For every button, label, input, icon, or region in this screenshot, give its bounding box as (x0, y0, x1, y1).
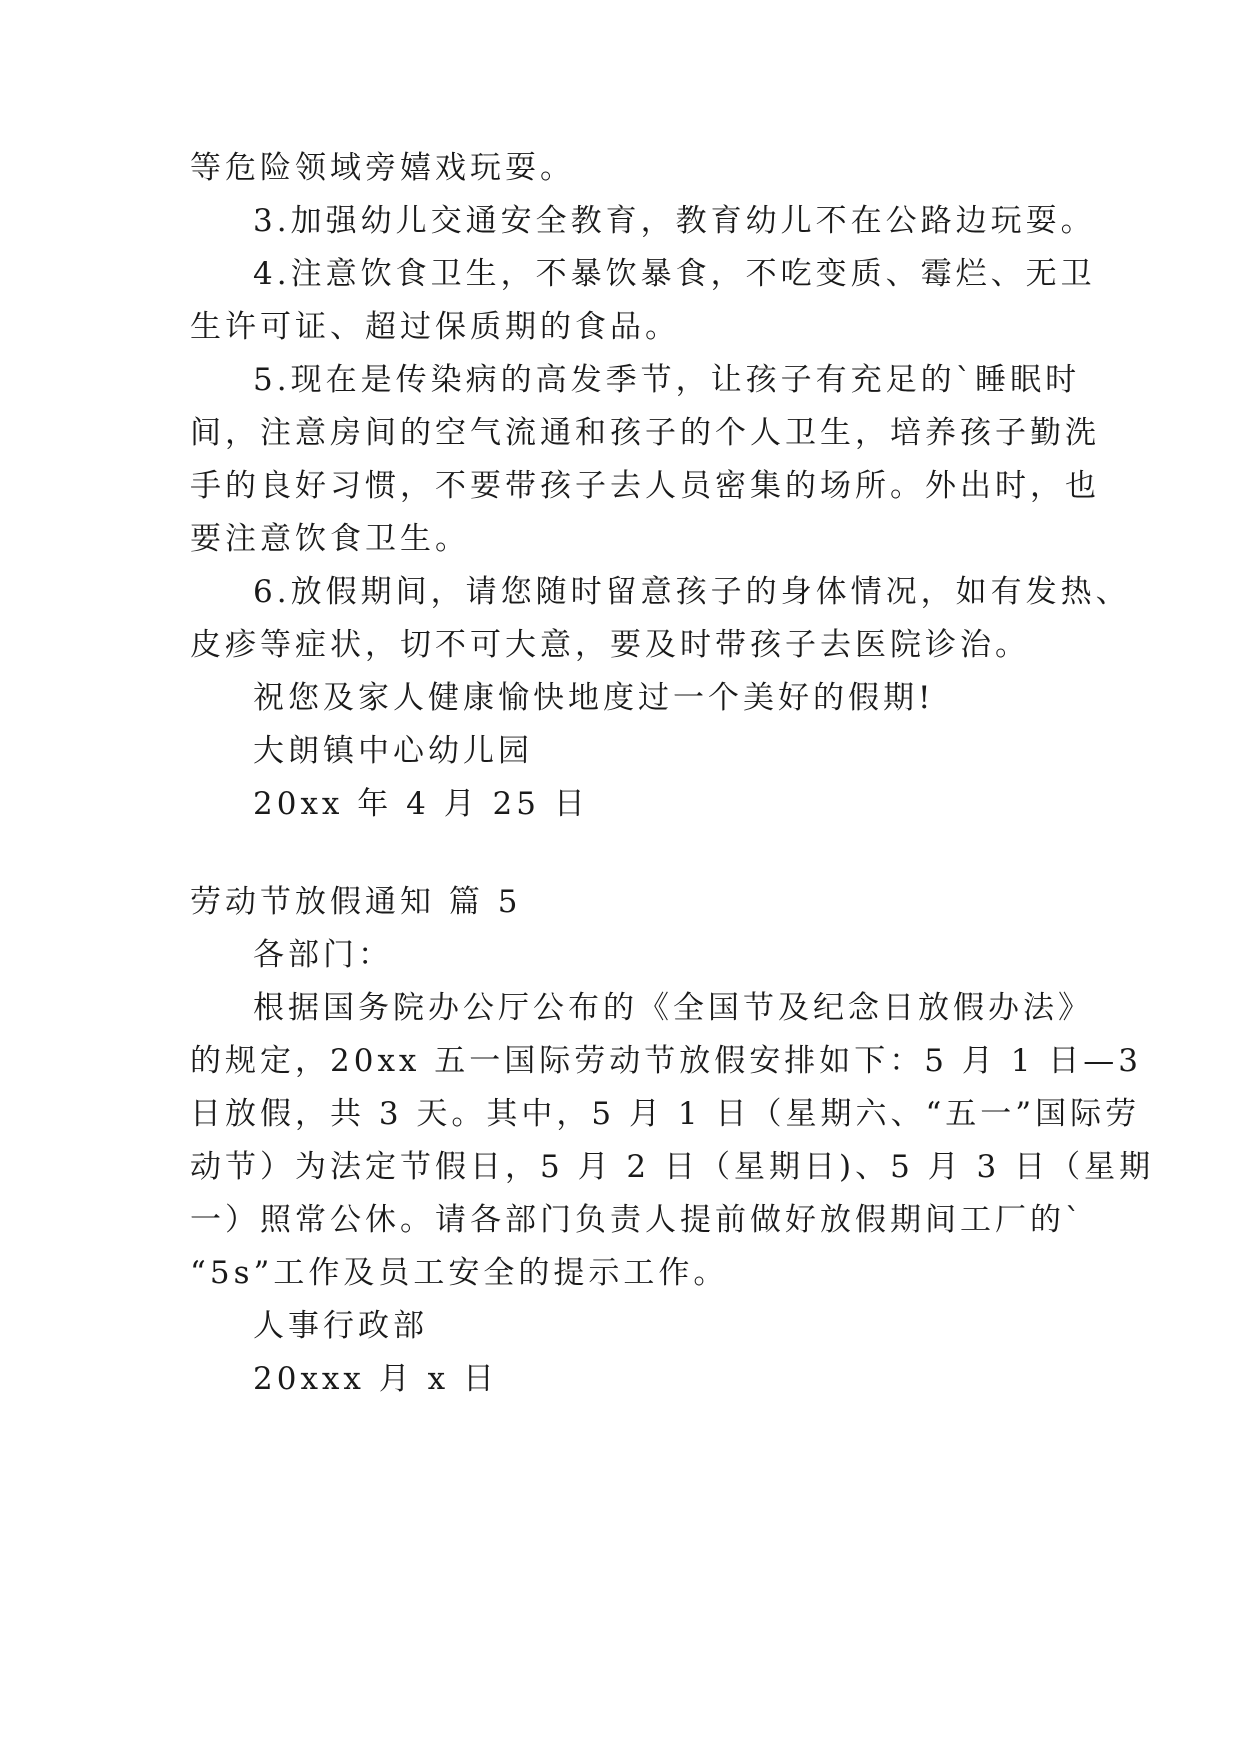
salutation: 各部门： (253, 937, 393, 973)
paragraph-line: 皮疹等症状，切不可大意，要及时带孩子去医院诊治。 (190, 627, 1030, 663)
paragraph-line: 根据国务院办公厅公布的《全国节及纪念日放假办法》 (253, 990, 1093, 1026)
paragraph-line: “5s”工作及员工安全的提示工作。 (190, 1255, 729, 1291)
list-item-4: 4.注意饮食卫生，不暴饮暴食，不吃变质、霉烂、无卫 (253, 256, 1096, 292)
closing-wish: 祝您及家人健康愉快地度过一个美好的假期! (253, 680, 935, 716)
list-item-5: 5.现在是传染病的高发季节，让孩子有充足的`睡眠时 (253, 362, 1081, 398)
signature-dept: 人事行政部 (253, 1308, 428, 1344)
list-item-6: 6.放假期间，请您随时留意孩子的身体情况，如有发热、 (253, 574, 1131, 610)
signature-date: 20xx 年 4 月 25 日 (253, 786, 589, 822)
paragraph-line: 日放假，共 3 天。其中，5 月 1 日（星期六、“五一”国际劳 (190, 1096, 1141, 1132)
section-heading: 劳动节放假通知 篇 5 (190, 884, 522, 920)
signature-org: 大朗镇中心幼儿园 (253, 733, 533, 769)
paragraph-line: 动节）为法定节假日，5 月 2 日（星期日)、5 月 3 日（星期 (190, 1149, 1155, 1185)
list-item-3: 3.加强幼儿交通安全教育，教育幼儿不在公路边玩耍。 (253, 203, 1096, 239)
paragraph-line: 一）照常公休。请各部门负责人提前做好放假期间工厂的` (190, 1202, 1085, 1238)
paragraph-line: 的规定，20xx 五一国际劳动节放假安排如下：5 月 1 日—3 (190, 1043, 1142, 1079)
paragraph-line: 生许可证、超过保质期的食品。 (190, 309, 680, 345)
paragraph-line: 间，注意房间的空气流通和孩子的个人卫生，培养孩子勤洗 (190, 415, 1100, 451)
paragraph-line: 等危险领域旁嬉戏玩耍。 (190, 150, 575, 186)
paragraph-line: 手的良好习惯，不要带孩子去人员密集的场所。外出时，也 (190, 468, 1100, 504)
signature-date: 20xxx 月 x 日 (253, 1361, 498, 1397)
paragraph-line: 要注意饮食卫生。 (190, 521, 470, 557)
